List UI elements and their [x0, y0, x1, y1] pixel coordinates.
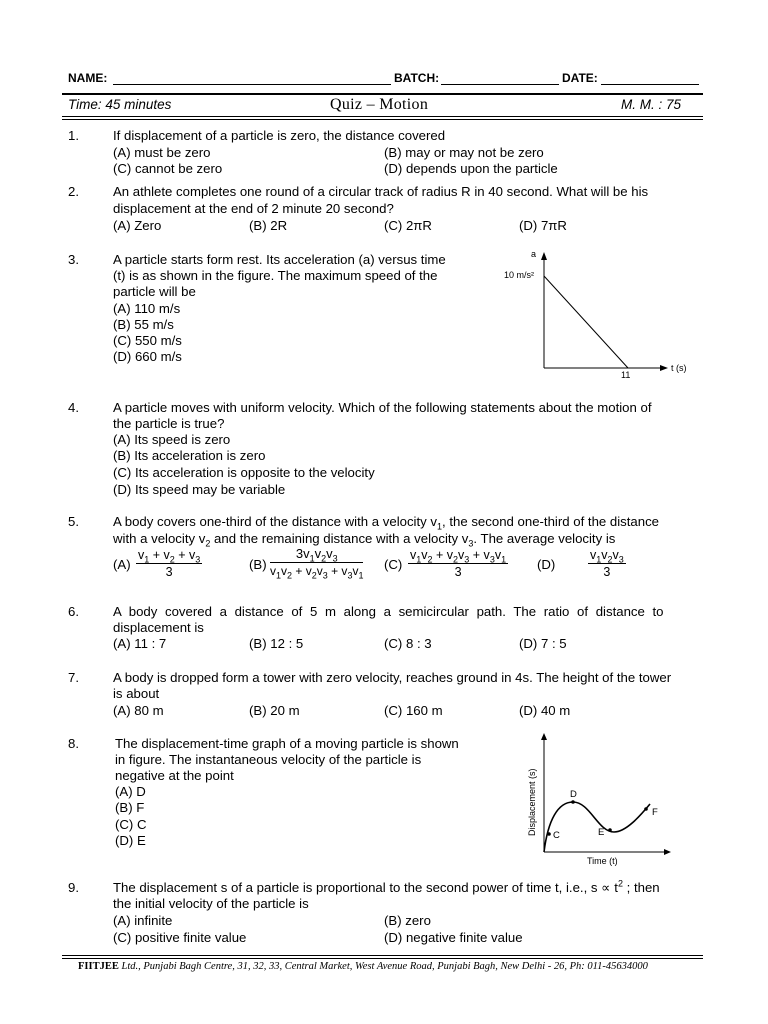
- footer: [78, 961, 648, 972]
- question-number: 9.: [68, 880, 79, 895]
- option-d: (D) depends upon the particle: [384, 161, 558, 176]
- point-c: [547, 832, 551, 836]
- option-d: (D) E: [115, 833, 146, 848]
- question-number: 6.: [68, 604, 79, 619]
- option-d: (D) 40 m: [519, 703, 571, 718]
- footer-brand: FIITJEE: [78, 961, 119, 972]
- option-b: (B) 55 m/s: [113, 317, 174, 332]
- point-e: [608, 828, 612, 832]
- footer-rule-1: [62, 955, 703, 956]
- option-a: (A) 11 : 7: [113, 636, 167, 651]
- point-e-label: E: [598, 827, 605, 838]
- option-d-fraction: $\frac{v_1v_2v_3}{3}$: [590, 548, 624, 579]
- x-tick-label: 11: [621, 370, 631, 380]
- page-title: Quiz – Motion: [330, 96, 429, 113]
- date-label: DATE:: [562, 71, 598, 85]
- header-bottom-rule-1: [62, 116, 703, 117]
- option-d: (D) Its speed may be variable: [113, 482, 286, 497]
- option-b: (B) 20 m: [249, 703, 300, 718]
- acceleration-line: [544, 276, 628, 368]
- option-b-label: (B): [249, 557, 267, 572]
- header-bottom-rule-2: [62, 119, 703, 120]
- y-axis-label: a: [531, 249, 537, 259]
- point-d-label: D: [570, 789, 577, 800]
- option-a: (A) D: [115, 784, 146, 799]
- point-f-label: F: [652, 807, 658, 818]
- question-text: If displacement of a particle is zero, the distance covered: [113, 128, 446, 143]
- question-text: in figure. The instantaneous velocity of the particle is: [115, 752, 422, 767]
- point-d: [571, 800, 575, 804]
- option-a-fraction: $\frac{v_1 + v_2 + v_3}{3}$: [138, 548, 201, 579]
- x-axis-arrow: [660, 365, 668, 371]
- y-axis-arrow: [541, 733, 547, 740]
- option-a: (A) Zero: [113, 218, 162, 233]
- option-c: (C) 550 m/s: [113, 333, 182, 348]
- question-number: 4.: [68, 400, 79, 415]
- option-c: (C) 2πR: [384, 218, 432, 233]
- y-axis-arrow: [541, 252, 547, 260]
- option-d: (D) 7 : 5: [519, 636, 567, 651]
- x-axis-arrow: [664, 849, 671, 855]
- y-tick-label: 10 m/s²: [504, 270, 535, 280]
- option-c: (C) positive finite value: [113, 930, 247, 945]
- header-top-rule: [62, 93, 703, 95]
- question-number: 7.: [68, 670, 79, 685]
- option-c-label: (C): [384, 557, 403, 572]
- question-text: with a velocity $v_2$ and the remaining distance with a velocity $v_3$. The average velocity is: [113, 531, 616, 549]
- option-a: (A) infinite: [113, 913, 173, 928]
- question-text: The displacement-time graph of a moving particle is shown: [115, 736, 459, 751]
- option-d-label: (D): [537, 557, 556, 572]
- option-b: (B) Its acceleration is zero: [113, 448, 266, 463]
- question-text: displacement at the end of 2 minute 20 second?: [113, 201, 394, 216]
- question-text: The displacement s of a particle is proportional to the second power of time t, i.e., $s \propto t^2$ ; then: [113, 878, 660, 895]
- option-c: (C) 8 : 3: [384, 636, 432, 651]
- option-c: (C) cannot be zero: [113, 161, 223, 176]
- option-a: (A) 110 m/s: [113, 301, 181, 316]
- question-text: particle will be: [113, 284, 196, 299]
- option-b: (B) F: [115, 800, 145, 815]
- date-blank: [601, 84, 699, 85]
- option-d: (D) negative finite value: [384, 930, 523, 945]
- option-c-fraction: $\frac{v_1v_2 + v_2v_3 + v_3v_1}{3}$: [410, 548, 507, 579]
- time-limit: Time: 45 minutes: [68, 97, 172, 112]
- question-number: 8.: [68, 736, 79, 751]
- acceleration-time-graph: [500, 248, 700, 383]
- option-a: (A) 80 m: [113, 703, 164, 718]
- point-c-label: C: [553, 830, 560, 841]
- question-number: 1.: [68, 128, 79, 143]
- option-c: (C) Its acceleration is opposite to the velocity: [113, 465, 375, 480]
- question-text: An athlete completes one round of a circular track of radius R in 40 second. What will be his: [113, 184, 649, 199]
- question-text: A body covers one-third of the distance with a velocity $v_1$, the second one-third of the distance: [113, 514, 660, 532]
- question-text: A body is dropped form a tower with zero velocity, reaches ground in 4s. The height of the tower: [113, 670, 672, 685]
- name-blank: [113, 84, 391, 85]
- displacement-curve: [544, 802, 650, 852]
- question-text: is about: [113, 686, 160, 701]
- batch-label: BATCH:: [394, 71, 440, 85]
- question-text: the particle is true?: [113, 416, 225, 431]
- option-b: (B) may or may not be zero: [384, 145, 544, 160]
- option-d: (D) 7πR: [519, 218, 567, 233]
- question-number: 2.: [68, 184, 79, 199]
- point-f: [644, 807, 648, 811]
- question-text: A particle starts form rest. Its acceleration (a) versus time: [113, 252, 446, 267]
- y-axis-label: Displacement (s): [527, 768, 537, 836]
- footer-address: Ltd., Punjabi Bagh Centre, 31, 32, 33, Central Market, West Avenue Road, Punjabi Bagh, New Delhi - 26, Ph: 011-45634000: [118, 961, 648, 972]
- option-b: (B) 2R: [249, 218, 288, 233]
- max-marks: M. M. : 75: [621, 97, 682, 112]
- question-text: A body covered a distance of 5 m along a semicircular path. The ratio of distance to: [113, 604, 664, 619]
- x-axis-label: Time (t): [587, 856, 618, 866]
- question-number: 5.: [68, 514, 79, 529]
- question-text: the initial velocity of the particle is: [113, 896, 309, 911]
- question-number: 3.: [68, 252, 79, 267]
- option-a: (A) must be zero: [113, 145, 211, 160]
- footer-rule-2: [62, 958, 703, 959]
- question-text: negative at the point: [115, 768, 234, 783]
- x-axis-label: t (s): [671, 363, 687, 373]
- question-text: (t) is as shown in the figure. The maximum speed of the: [113, 268, 438, 283]
- option-a-label: (A): [113, 557, 131, 572]
- option-c: (C) 160 m: [384, 703, 443, 718]
- option-b: (B) 12 : 5: [249, 636, 304, 651]
- option-d: (D) 660 m/s: [113, 349, 182, 364]
- batch-blank: [441, 84, 559, 85]
- option-a: (A) Its speed is zero: [113, 432, 231, 447]
- option-b-fraction: $\frac{3v_1v_2v_3}{v_1v_2 + v_2v_3 + v_3v_1}$: [270, 546, 364, 581]
- option-c: (C) C: [115, 817, 147, 832]
- option-b: (B) zero: [384, 913, 431, 928]
- question-text: A particle moves with uniform velocity. Which of the following statements about the motion of: [113, 400, 652, 415]
- name-label: NAME:: [68, 71, 108, 85]
- question-text: displacement is: [113, 620, 204, 635]
- displacement-time-graph: [518, 730, 678, 870]
